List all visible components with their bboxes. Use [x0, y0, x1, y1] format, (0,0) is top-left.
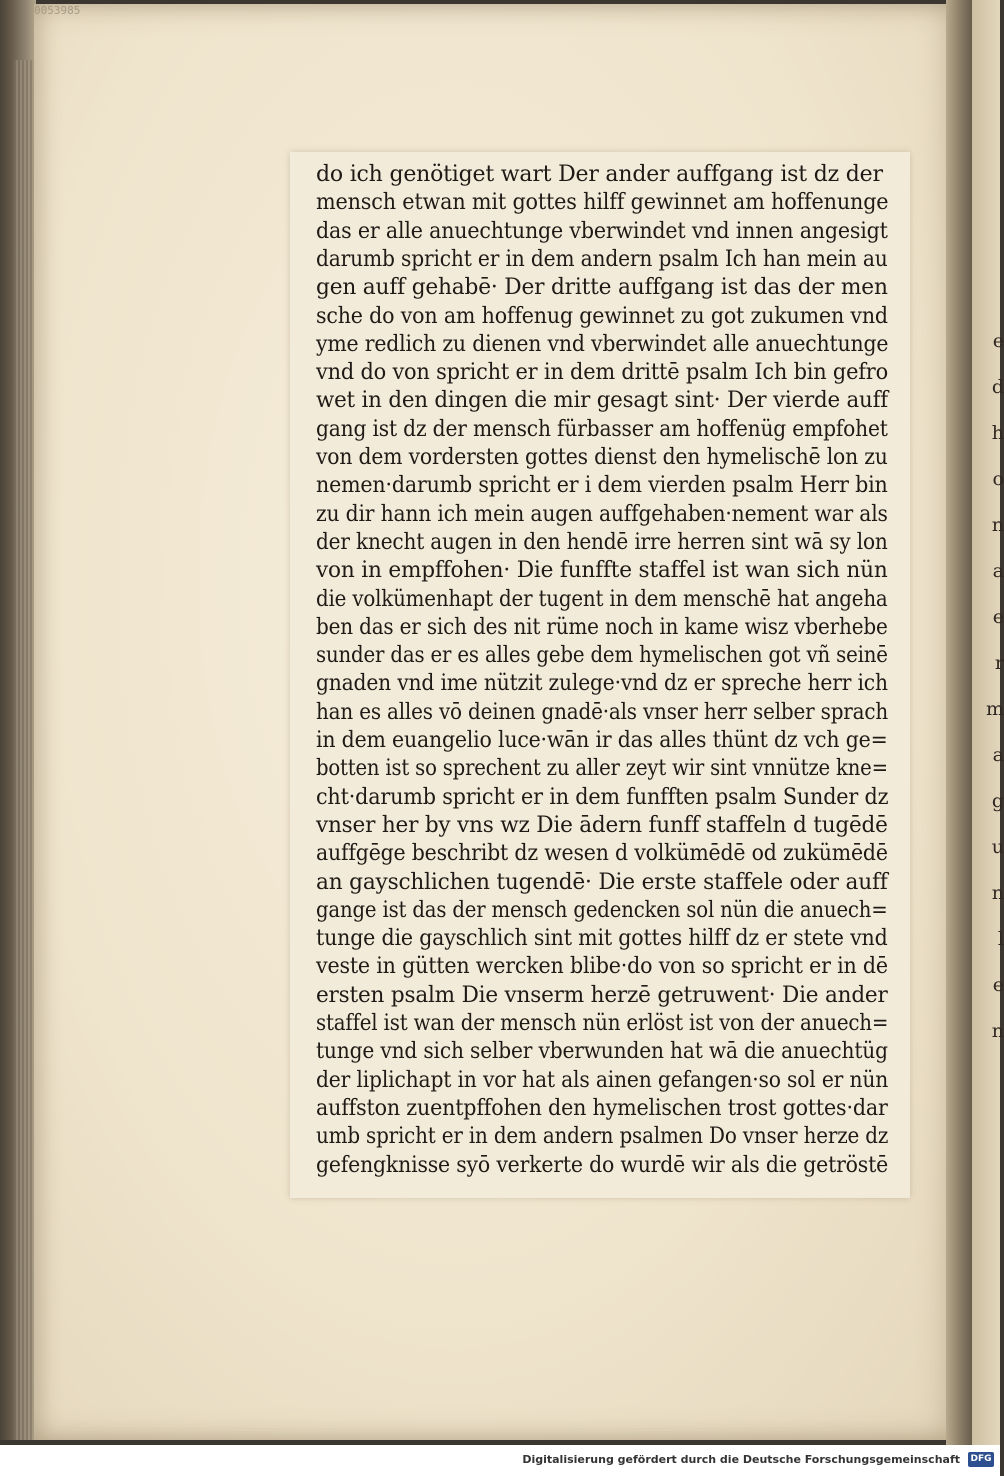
- text-line: vnser her by vns wz Die ādern funff staffeln d tugēdē: [316, 812, 888, 838]
- text-line: gnaden vnd ime nützit zulege·vnd dz er spreche herr ich: [316, 671, 888, 697]
- text-line: gange ist das der mensch gedencken sol nün die anuech=: [316, 897, 888, 923]
- text-line: von dem vordersten gottes dienst den hymelischē lon zu: [316, 445, 888, 470]
- text-line: darumb spricht er in dem andern psalm Ich han mein au: [316, 246, 888, 272]
- text-line: der liplichapt in vor hat als ainen gefangen·so sol er nün: [316, 1067, 889, 1093]
- text-line: umb spricht er in dem andern psalmen Do vnser herze dz: [316, 1124, 889, 1150]
- text-line: sunder das er es alles gebe dem hymelischen got vñ seinē: [316, 643, 888, 669]
- facing-page-letter: m: [985, 698, 1004, 720]
- text-line: das er alle anuechtunge vberwindet vnd innen angesigt: [316, 218, 888, 244]
- text-line: botten ist so sprechent zu aller zeyt wir sint vnnütze kne=: [316, 756, 888, 782]
- dfg-logo-icon: DFG: [968, 1452, 994, 1467]
- text-line: yme redlich zu dienen vnd vberwindet alle anuechtunge: [316, 331, 889, 357]
- text-line: tunge vnd sich selber vberwunden hat wā die anuechtüg: [316, 1039, 888, 1065]
- facing-page-letter: e: [992, 606, 1004, 628]
- text-line: wet in den dingen die mir gesagt sint· Der vierde auff: [316, 388, 889, 414]
- facing-page-letter: l: [997, 928, 1004, 950]
- facing-page-letter: h: [991, 422, 1004, 444]
- facing-page-letter: a: [992, 560, 1004, 582]
- text-line: gen auff gehabē· Der dritte auffgang ist das der men: [316, 275, 888, 301]
- text-line: cht·darumb spricht er in dem funfften psalm Sunder dz: [316, 784, 889, 810]
- printed-text-block: [290, 152, 910, 1198]
- facing-page-letter: o: [992, 468, 1004, 490]
- page-edge-stripes: [14, 60, 34, 1440]
- text-line: an gayschlichen tugendē· Die erste staffele oder auff: [316, 869, 888, 895]
- facing-page-letter: g: [991, 790, 1004, 812]
- facing-page-letter: r: [994, 652, 1004, 674]
- text-line: der knecht augen in den hendē irre herren sint wā sy lon: [316, 529, 888, 555]
- corner-label: 0053985: [34, 4, 81, 17]
- text-line: nemen·darumb spricht er i dem vierden psalm Herr bin: [316, 473, 888, 499]
- text-line: in dem euangelio luce·wān ir das alles thünt dz vch ge=: [316, 728, 888, 753]
- facing-page-letter: e: [992, 974, 1004, 996]
- text-line: ersten psalm Die vnserm herzē getruwent· Die ander: [316, 982, 888, 1008]
- text-line: gefengknisse syō verkerte do wurdē wir als die getröstē: [316, 1152, 889, 1178]
- facing-page-letter: u: [991, 836, 1004, 858]
- facing-page: [972, 0, 1004, 1445]
- text-line: gang ist dz der mensch fürbasser am hoffenüg empfohet: [316, 416, 888, 442]
- funding-credit: Digitalisierung gefördert durch die Deutsche Forschungsgemeinschaft: [522, 1453, 960, 1466]
- text-line: vnd do von spricht er in dem drittē psalm Ich bin gefro: [316, 360, 888, 386]
- facing-page-letter: a: [992, 744, 1004, 766]
- text-line: die volkümenhapt der tugent in dem menschē hat angeha: [316, 586, 888, 612]
- text-line: mensch etwan mit gottes hilff gewinnet am hoffenunge: [316, 190, 889, 216]
- text-line: han es alles vō deinen gnadē·als vnser herr selber sprach: [316, 699, 888, 725]
- facing-page-letter: n: [991, 882, 1004, 904]
- text-line: do ich genötiget wart Der ander auffgang ist dz der: [316, 162, 883, 187]
- text-line: ben das er sich des nit rüme noch in kame wisz vberhebe: [316, 614, 888, 640]
- text-line: von in empffohen· Die funffte staffel ist wan sich nün: [316, 558, 888, 584]
- text-line: zu dir hann ich mein augen auffgehaben·nement war als: [316, 501, 888, 527]
- facing-page-letter: e: [992, 330, 1004, 352]
- text-line: auffston zuentpffohen den hymelischen trost gottes·dar: [316, 1095, 888, 1121]
- text-line: veste in gütten wercken blibe·do von so spricht er in dē: [316, 954, 888, 980]
- facing-page-letter: d: [991, 376, 1004, 398]
- footer-bar: [0, 1445, 1000, 1476]
- text-line: staffel ist wan der mensch nün erlöst ist von der anuech=: [316, 1011, 889, 1036]
- facing-page-letter: n: [991, 514, 1004, 536]
- facing-page-letter: n: [991, 1020, 1004, 1042]
- text-line: sche do von am hoffenug gewinnet zu got zukumen vnd: [316, 303, 888, 329]
- text-line: tunge die gayschlich sint mit gottes hilff dz er stete vnd: [316, 926, 888, 952]
- text-line: auffgēge beschribt dz wesen d volkümēdē od zukümēdē: [316, 841, 888, 867]
